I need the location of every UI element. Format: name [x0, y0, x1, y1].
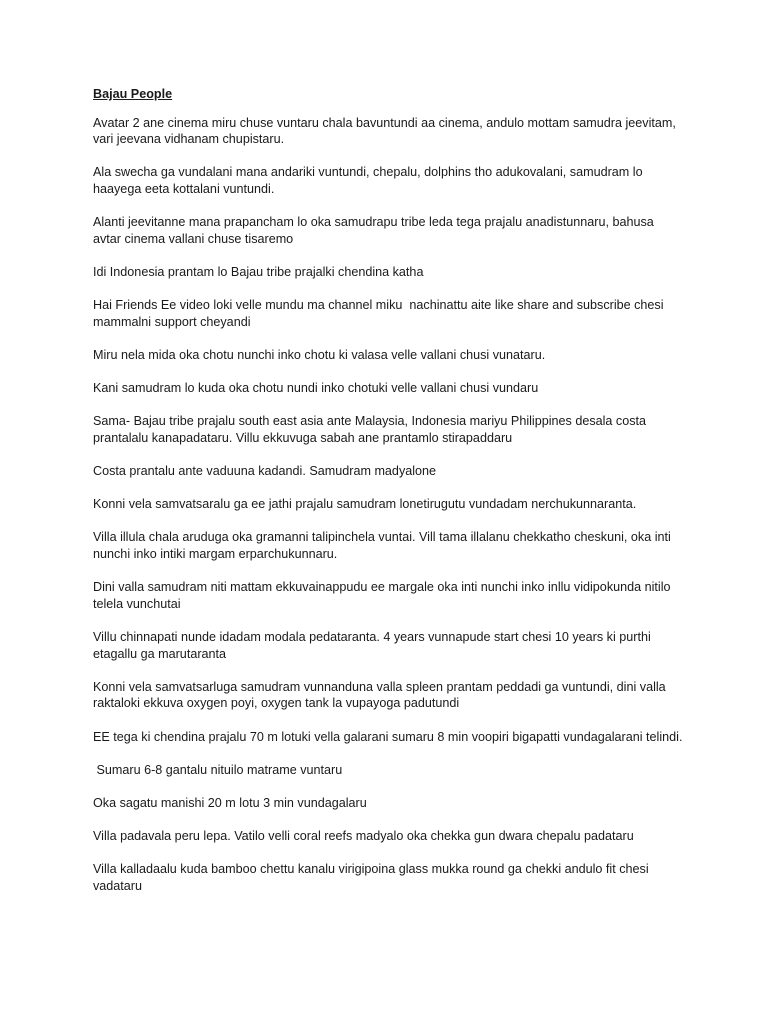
paragraph: Konni vela samvatsarluga samudram vunnanduna valla spleen prantam peddadi ga vuntundi, dini valla raktaloki ekkuva oxygen poyi, oxygen tank la vupayoga padutundi: [93, 679, 670, 711]
paragraph: Miru nela mida oka chotu nunchi inko chotu ki valasa velle vallani chusi vunataru.: [93, 347, 546, 362]
paragraph: Villa padavala peru lepa. Vatilo velli coral reefs madyalo oka chekka gun dwara chepalu padataru: [93, 829, 634, 844]
paragraph: Villa illula chala aruduga oka gramanni talipinchela vuntai. Vill tama illalanu chekkatho cheskuni, oka inti nunchi inko intiki margam erparchukunnaru.: [93, 530, 675, 562]
paragraph: Idi Indonesia prantam lo Bajau tribe prajalki chendina katha: [93, 264, 424, 279]
paragraph: Sumaru 6-8 gantalu nituilo matrame vuntaru: [93, 762, 343, 777]
paragraph: EE tega ki chendina prajalu 70 m lotuki vella galarani sumaru 8 min voopiri bigapatti vundagalarani telindi.: [93, 729, 683, 744]
paragraph: Oka sagatu manishi 20 m lotu 3 min vundagalaru: [93, 795, 367, 810]
document-title: Bajau People: [93, 87, 173, 101]
paragraph: Avatar 2 ane cinema miru chuse vuntaru chala bavuntundi aa cinema, andulo mottam samudra jeevitam, vari jeevana vidhanam chupistaru.: [93, 115, 680, 147]
paragraph: Ala swecha ga vundalani mana andariki vuntundi, chepalu, dolphins tho adukovalani, samudram lo haayega eeta kottalani vuntundi.: [93, 165, 647, 196]
paragraph: Kani samudram lo kuda oka chotu nundi inko chotuki velle vallani chusi vundaru: [93, 381, 539, 396]
paragraph: Alanti jeevitanne mana prapancham lo oka samudrapu tribe leda tega prajalu anadistunnaru, bahusa avtar cinema vallani chuse tisaremo: [93, 215, 658, 246]
paragraph: Dini valla samudram niti mattam ekkuvainappudu ee margale oka inti nunchi inko inllu vidipokunda nitilo telela vunchutai: [93, 580, 675, 611]
paragraph: Villa kalladaalu kuda bamboo chettu kanalu virigipoina glass mukka round ga chekki andulo fit chesi vadataru: [93, 862, 653, 893]
paragraph: Costa prantalu ante vaduuna kadandi. Samudram madyalone: [93, 464, 437, 479]
document-page: [93, 86, 683, 911]
paragraph: Sama- Bajau tribe prajalu south east asia ante Malaysia, Indonesia mariyu Philippines desala costa prantalalu kanapadataru. Villu ekkuvuga sabah ane prantamlo stirapaddaru: [93, 414, 650, 445]
paragraph: Hai Friends Ee video loki velle mundu ma channel miku nachinattu aite like share and subscribe chesi mammalni support cheyandi: [93, 298, 668, 329]
paragraph: Konni vela samvatsaralu ga ee jathi prajalu samudram lonetirugutu vundadam nerchukunnaranta.: [93, 497, 637, 512]
paragraph: Villu chinnapati nunde idadam modala pedataranta. 4 years vunnapude start chesi 10 years ki purthi etagallu ga marutaranta: [93, 630, 655, 661]
